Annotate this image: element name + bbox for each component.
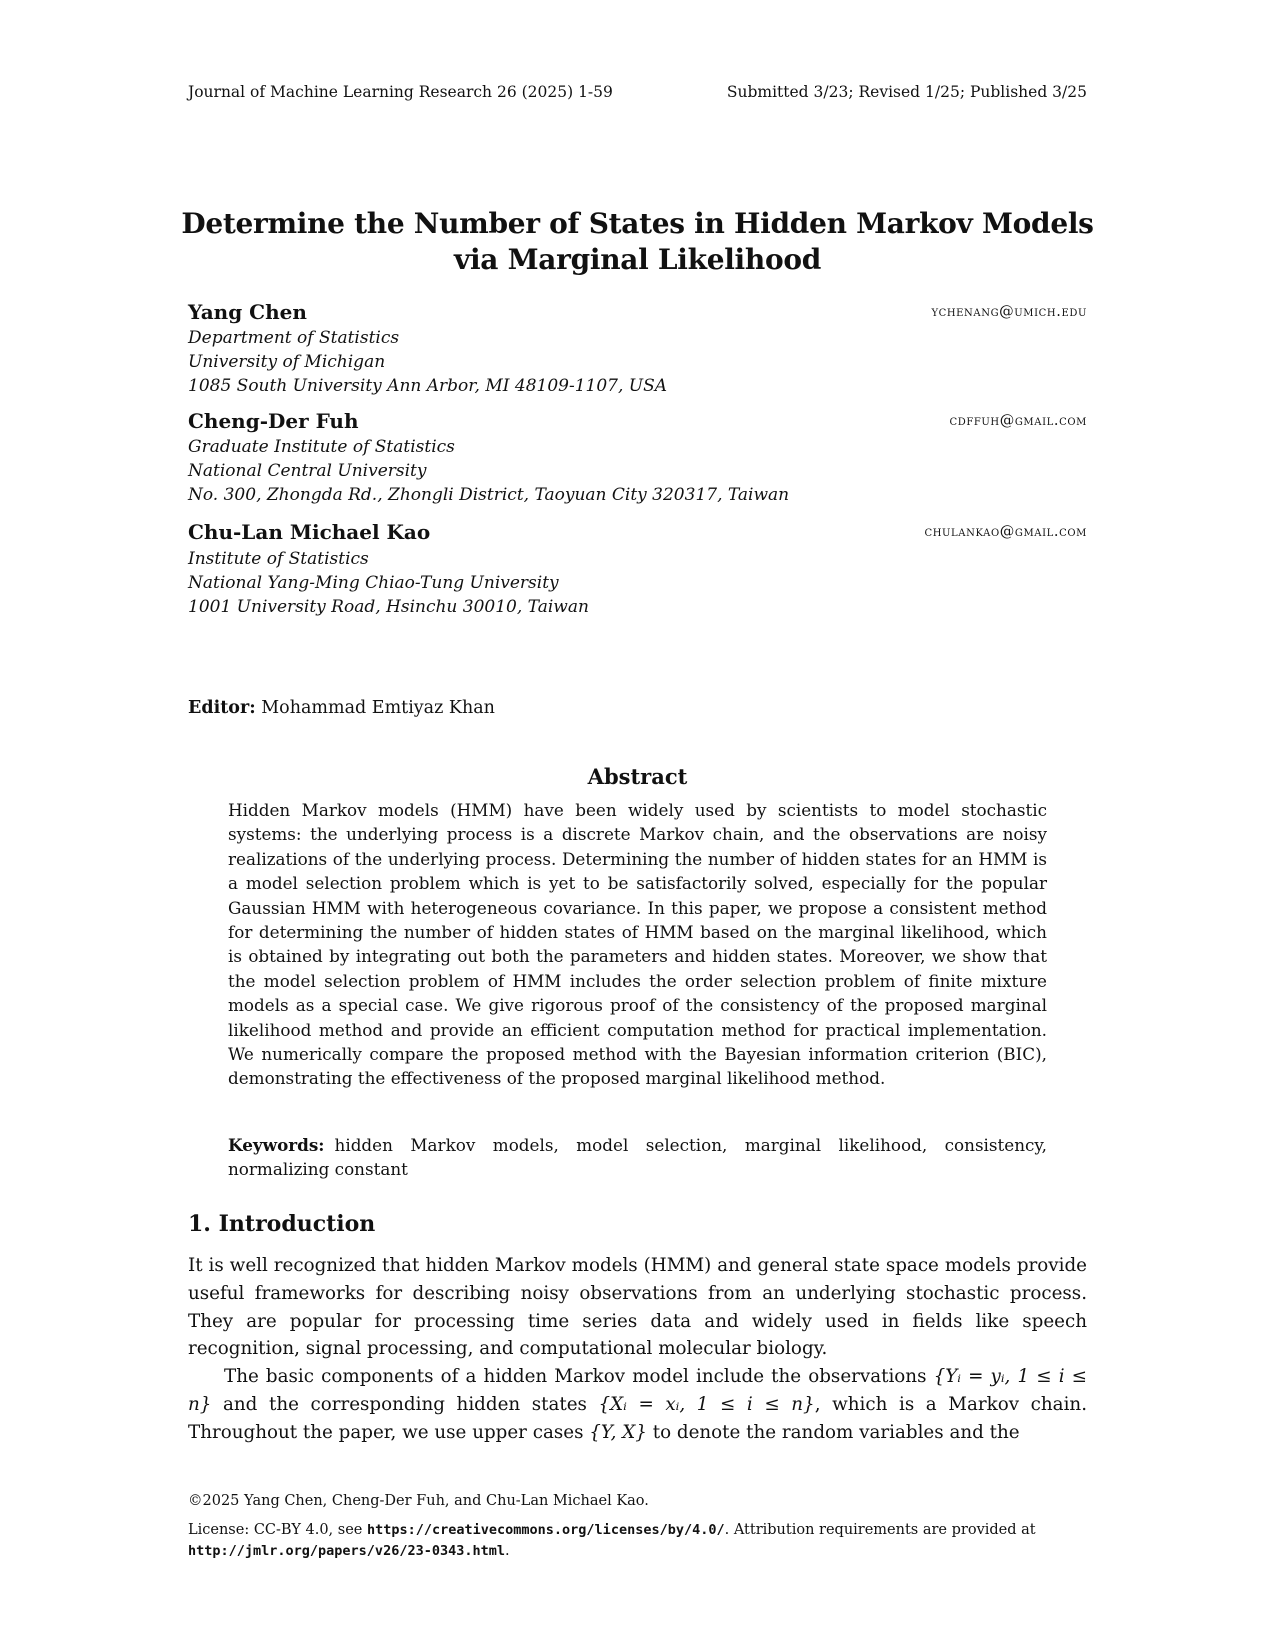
intro-text: and the corresponding hidden states	[211, 1393, 599, 1415]
keywords	[228, 1133, 1047, 1182]
author-email-2[interactable]: cdffuh@gmail.com	[949, 413, 1087, 429]
editor-line	[188, 696, 495, 720]
affiliation-line: 1085 South University Ann Arbor, MI 48109-1107, USA	[188, 376, 668, 396]
license-text: . Attribution requirements are provided at	[724, 1522, 1036, 1538]
abstract-text: Hidden Markov models (HMM) have been widely used by scientists to model stochastic systems: the underlying process is a discrete Markov chain, and the observations are noisy realizations of the underlying process. Determining the number of hidden states for an HMM is a model selection problem which is yet to be satisfactorily solved, especially for the popular Gaussian HMM with heterogeneous covariance. In this paper, we propose a consistent method for determining the number of hidden states of HMM based on the marginal likelihood, which is obtained by integrating out both the parameters and hidden states. Moreover, we show that the model selection problem of HMM includes the order selection problem of finite mixture models as a special case. We give rigorous proof of the consistency of the proposed marginal likelihood method and provide an efficient computation method for practical implementation. We numerically compare the proposed method with the Bayesian information criterion (BIC), demonstrating the effectiveness of the proposed marginal likelihood method.	[228, 800, 1047, 1089]
affiliation-line: Institute of Statistics	[188, 549, 369, 569]
journal-citation: Journal of Machine Learning Research 26 (2025) 1-59	[188, 83, 613, 101]
intro-text: The basic components of a hidden Markov model include the observations	[224, 1366, 934, 1388]
attribution-link[interactable]: http://jmlr.org/papers/v26/23-0343.html	[188, 1543, 505, 1559]
title-line-1: Determine the Number of States in Hidden Markov Models	[181, 207, 1094, 240]
author-affiliation-3	[188, 547, 589, 619]
paper-title	[150, 206, 1125, 278]
affiliation-line: No. 300, Zhongda Rd., Zhongli District, Taoyuan City 320317, Taiwan	[188, 485, 790, 505]
author-name-3: Chu-Lan Michael Kao	[188, 520, 431, 544]
math-observations: {Yᵢ = yᵢ, 1 ≤ i ≤ n}	[188, 1366, 1087, 1415]
author-email-1[interactable]: ychenang@umich.edu	[931, 304, 1087, 320]
title-line-2: via Marginal Likelihood	[454, 243, 821, 276]
keywords-list: hidden Markov models, model selection, marginal likelihood, consistency, normalizing constant	[228, 1135, 1047, 1180]
affiliation-line: National Yang-Ming Chiao-Tung University	[188, 573, 559, 593]
license-text: .	[504, 1543, 510, 1559]
intro-text: , which is a Markov chain. Throughout the paper, we use upper cases	[188, 1393, 1088, 1443]
affiliation-line: National Central University	[188, 461, 427, 481]
submission-history: Submitted 3/23; Revised 1/25; Published 3/25	[726, 83, 1087, 101]
affiliation-line: Graduate Institute of Statistics	[188, 437, 455, 457]
math-random-variables: {Y, X}	[589, 1421, 647, 1443]
license-link[interactable]: https://creativecommons.org/licenses/by/4.0/	[366, 1522, 725, 1538]
intro-paragraph-2	[188, 1363, 1087, 1446]
author-email-3[interactable]: chulankao@gmail.com	[924, 524, 1087, 540]
license-notice	[188, 1520, 1087, 1562]
intro-paragraph-1: It is well recognized that hidden Markov models (HMM) and general state space models provide useful frameworks for describing noisy observations from an underlying stochastic process. They are popular for processing time series data and widely used in fields like speech recognition, signal processing, and computational molecular biology.	[188, 1255, 1087, 1360]
author-name-2: Cheng-Der Fuh	[188, 409, 359, 433]
editor-label: Editor:	[188, 698, 256, 718]
author-name-1: Yang Chen	[188, 300, 307, 324]
introduction-body	[188, 1252, 1087, 1447]
abstract-heading: Abstract	[587, 764, 688, 789]
affiliation-line: University of Michigan	[188, 352, 386, 372]
affiliation-line: Department of Statistics	[188, 328, 400, 348]
copyright-notice: ©2025 Yang Chen, Cheng-Der Fuh, and Chu-Lan Michael Kao.	[188, 1493, 649, 1509]
license-text: License: CC-BY 4.0, see	[188, 1522, 367, 1538]
intro-text: to denote the random variables and the	[646, 1421, 1020, 1443]
author-affiliation-1	[188, 326, 667, 398]
math-hidden-states: {Xᵢ = xᵢ, 1 ≤ i ≤ n}	[598, 1393, 815, 1415]
editor-name: Mohammad Emtiyaz Khan	[261, 698, 495, 718]
section-heading-introduction: 1. Introduction	[188, 1211, 376, 1237]
author-affiliation-2	[188, 435, 789, 507]
affiliation-line: 1001 University Road, Hsinchu 30010, Taiwan	[188, 597, 589, 617]
keywords-label: Keywords:	[228, 1135, 325, 1155]
